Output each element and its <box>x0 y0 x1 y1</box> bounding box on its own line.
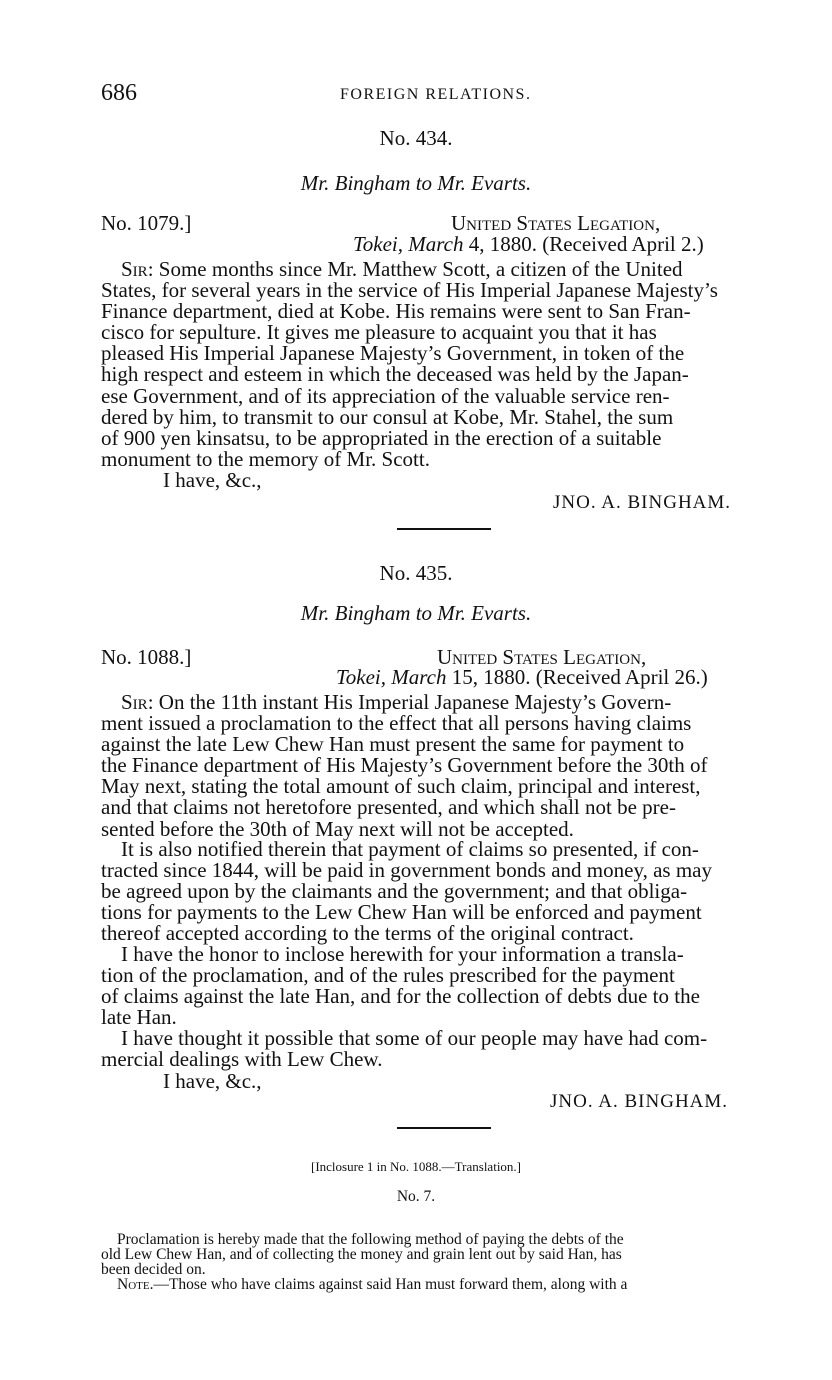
dateline-435 <box>336 667 708 688</box>
dateline-434 <box>353 234 704 255</box>
text-line: high respect and esteem in which the deceased was held by the Japan- <box>101 362 689 387</box>
text-line: It is also notified therein that payment of claims so presented, if con- <box>121 837 699 861</box>
text-line: late Han. <box>101 1005 177 1030</box>
text-line: of claims against the late Han, and for the collection of debts due to the <box>101 984 700 1009</box>
text-line: the Finance department of His Majesty’s Government before the 30th of <box>101 753 708 778</box>
month-name: March <box>391 665 447 689</box>
text-line: ese Government, and of its appreciation of the valuable service ren- <box>101 383 670 408</box>
text-line: I have the honor to inclose herewith for your information a transla- <box>121 942 684 966</box>
page-number: 686 <box>101 80 137 106</box>
place-name: Tokei, <box>353 232 403 256</box>
letter-paragraph-1-435 <box>101 692 791 840</box>
letter-body-434 <box>101 259 791 470</box>
text-line: of 900 yen kinsatsu, to be appropriated in the erection of a suitable <box>101 425 662 450</box>
letter-paragraph-3-435 <box>101 944 791 1028</box>
letter-paragraph-2-435 <box>101 839 791 944</box>
text-line: pleased His Imperial Japanese Majesty’s Government, in token of the <box>101 341 685 366</box>
note-label: Note <box>117 1276 150 1293</box>
text-line: tracted since 1844, will be paid in government bonds and money, as may <box>101 858 712 883</box>
text-line: monument to the memory of Mr. Scott. <box>101 446 430 471</box>
running-title: FOREIGN RELATIONS. <box>340 86 532 103</box>
month-name: March <box>408 232 464 256</box>
text-line: dered by him, to transmit to our consul at Kobe, Mr. Stahel, the sum <box>101 404 674 429</box>
signature-434: JNO. A. BINGHAM. <box>553 492 732 513</box>
text-line: States, for several years in the service of His Imperial Japanese Majesty’s <box>101 278 718 303</box>
place-name: Tokei, <box>336 665 386 689</box>
closing-434: I have, &c., <box>163 468 262 492</box>
inclosure-number: No. 7. <box>396 1188 436 1205</box>
text-line: thereof accepted according to the terms of the original contract. <box>101 921 634 946</box>
document-number-434: No. 434. <box>379 126 453 150</box>
text-line: Sir: Some months since Mr. Matthew Scott, a citizen of the United <box>121 257 683 281</box>
legation-heading-434: United States Legation, <box>451 211 661 235</box>
text-line: sented before the 30th of May next will not be accepted. <box>101 816 574 841</box>
proclamation-paragraph <box>101 1232 791 1292</box>
dispatch-number-1079: No. 1079.] <box>101 211 192 235</box>
received-note: (Received April 2.) <box>542 232 704 256</box>
date-value: 15, 1880. <box>451 665 531 689</box>
text-line: tions for payments to the Lew Chew Han will be enforced and payment <box>101 900 702 925</box>
received-note: (Received April 26.) <box>535 665 708 689</box>
text-line: Finance department, died at Kobe. His remains were sent to San Fran- <box>101 299 691 324</box>
text-line: Proclamation is hereby made that the following method of paying the debts of the <box>117 1231 624 1248</box>
date-value: 4, 1880. <box>468 232 537 256</box>
section-divider <box>397 1127 491 1129</box>
signature-435: JNO. A. BINGHAM. <box>550 1091 729 1112</box>
text-line: tion of the proclamation, and of the rules prescribed for the payment <box>101 963 675 988</box>
document-title-434: Mr. Bingham to Mr. Evarts. <box>300 171 532 195</box>
dispatch-number-1088: No. 1088.] <box>101 645 192 669</box>
text-line: be agreed upon by the claimants and the government; and that obliga- <box>101 879 688 904</box>
text-line: I have thought it possible that some of our people may have had com- <box>121 1026 708 1050</box>
text-line: ment issued a proclamation to the effect that all persons having claims <box>101 711 692 736</box>
legation-heading-435: United States Legation, <box>437 645 647 669</box>
text-line: against the late Lew Chew Han must present the same for payment to <box>101 732 685 757</box>
salutation: Sir <box>121 690 148 714</box>
text-line: May next, stating the total amount of such claim, principal and interest, <box>101 774 701 799</box>
section-divider <box>397 528 491 530</box>
salutation: Sir <box>121 257 148 281</box>
note-line: Note.—Those who have claims against said Han must forward them, along with a <box>117 1276 628 1293</box>
text-line: mercial dealings with Lew Chew. <box>101 1047 383 1072</box>
text-line: cisco for sepulture. It gives me pleasure to acquaint you that it has <box>101 320 657 345</box>
closing-435: I have, &c., <box>163 1069 262 1093</box>
inclosure-heading: [Inclosure 1 in No. 1088.—Translation.] <box>310 1159 522 1174</box>
text-line: old Lew Chew Han, and of collecting the money and grain lent out by said Han, has <box>101 1246 622 1263</box>
document-title-435: Mr. Bingham to Mr. Evarts. <box>300 601 532 625</box>
document-number-435: No. 435. <box>379 561 453 585</box>
text-line: been decided on. <box>101 1261 206 1278</box>
text-line: Sir: On the 11th instant His Imperial Japanese Majesty’s Govern- <box>121 690 672 714</box>
letter-paragraph-4-435 <box>101 1028 791 1070</box>
text-line: and that claims not heretofore presented, and which shall not be pre- <box>101 795 676 820</box>
